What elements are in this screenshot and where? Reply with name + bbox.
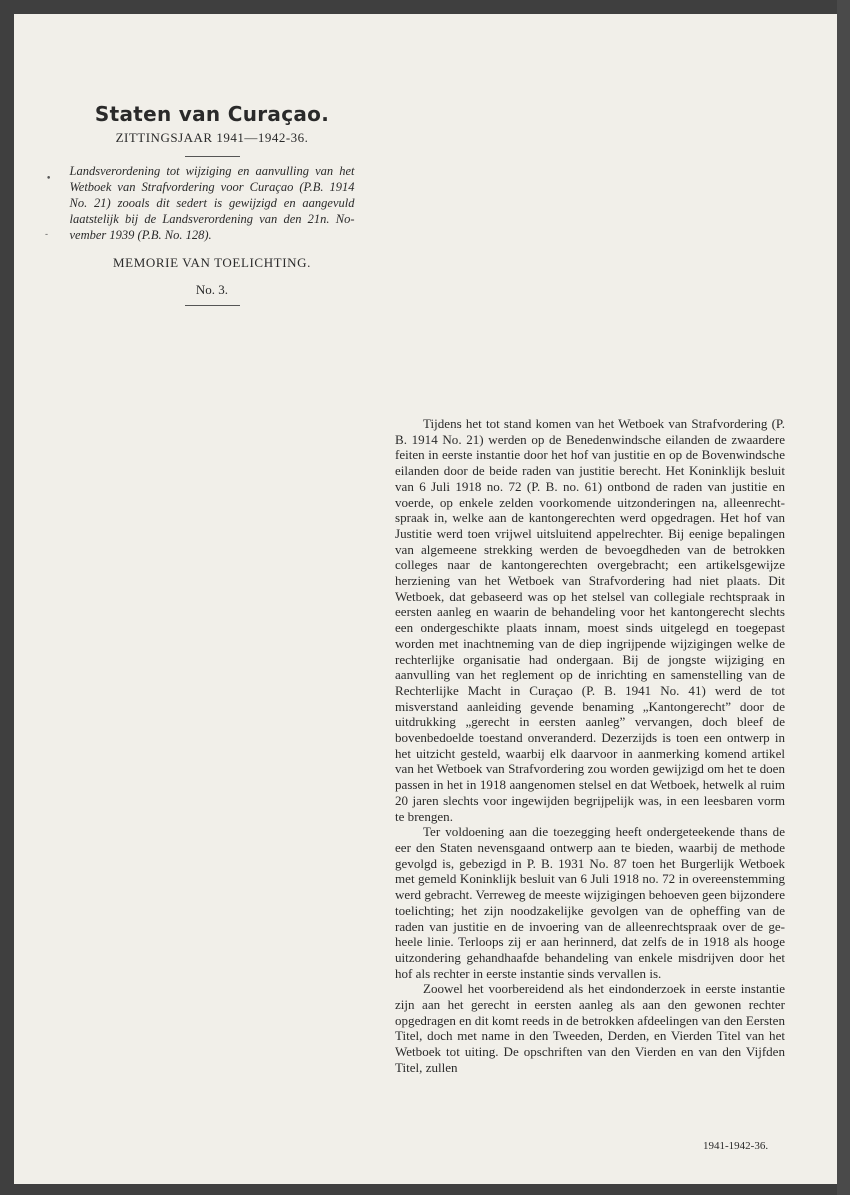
header-block xyxy=(62,102,362,306)
divider xyxy=(185,156,240,157)
ordinance-description: Landsverordening tot wijziging en aanvulling van het Wetboek van Strafvordering voor Curaçao (P.B. 1914 No. 21) zooals dit sedert is gewijzigd en aangevuld laatstelijk bij de Landsverordening van den 21n. November 1939 (P.B. No. 128). xyxy=(69,164,355,242)
paragraph: Ter voldoening aan die toezegging heeft ondergeteekende thans de eer den Staten nevensgaand ontwerp aan te bieden, waarbij de methode gevolgd is, gebezigd in P. B. 1931 No. 87 toen het Burgerlijk Wetboek met gemeld Koninklijk besluit van 6 Juli 1918 no. 72 in overeenstemming werd gebracht. Verreweg de meeste wijzigingen behoeven geen bijzondere toelichting; het zijn noodzakelijke gevolgen van de opheffing van de raden van justitie en de invoering van de alleenrechtspraak over de geheele linie. Terloops zij er aan herinnerd, dat zelfs de in 1918 als hooge uitzondering gehandhaafde behandeling van enkele misdrijven door het hof als rechter in eerste instantie sinds vervallen is. xyxy=(395,824,785,981)
scan-edge xyxy=(837,0,850,1195)
margin-mark: • xyxy=(46,174,52,184)
paragraph: Tijdens het tot stand komen van het Wetboek van Strafvordering (P. B. 1914 No. 21) werden op de Benedenwindsche eilanden de zwaardere feiten in eerste instantie door het hof van justitie en op de Bovenwindsche eilanden door de beide raden van justitie berecht. Het Koninklijk besluit van 6 Juli 1918 no. 72 (P. B. no. 61) ontbond de raden van justitie en voerde, op enkele zelden voorkomende uitzonderingen na, alleenrechtspraak in, welke aan de kantongerechten werd opgedragen. Het hof van Justitie werd toen vrijwel uitsluitend appelrechter. Bij eenige bepalingen van algemeene strekking werden de bevoegdheden van de betrokken colleges naar de kantongerechten overgebracht; een artikelsgewijze herziening van het Wetboek van Strafvordering had niet plaats. Dit Wetboek, dat gebaseerd was op het stelsel van collegiale rechtspraak in eersten aanleg en waarin de behandeling voor het kantongerecht slechts een ondergeschikte plaats innam, moest sinds uitgelegd en toegepast worden met inachtneming van de diep ingrijpende wijzigingen welke de rechterlijke organisatie had ondergaan. Bij de jongste wijziging en aanvulling van het reglement op de inrichting en samenstelling van de Rechterlijke Macht in Curaçao (P. B. 1941 No. 41) werd de tot misverstand aanleiding gevende benaming „Kantongerecht” door de uitdrukking „gerecht in eersten aanleg” vervangen, doch bleef de bovenbedoelde toestand onveranderd. Dezerzijds is toen een ontwerp in het uitzicht gesteld, waarbij elk daarvoor in aanmerking komend artikel van het Wetboek van Strafvordering zou worden gewijzigd om het te doen passen in het in 1918 aangenomen stelsel en dat Wetboek, hetwelk al ruim 20 jaren slechts voor ingewijden begrijpelijk was, in een leesbaren vorm te brengen. xyxy=(395,416,785,824)
memorie-heading: MEMORIE VAN TOELICHTING. xyxy=(113,255,311,270)
paragraph: Zoowel het voorbereidend als het eindonderzoek in eerste instantie zijn aan het gerecht in eersten aanleg als aan den gewonen rechter opgedragen en dit komt reeds in de betrokken afdeelingen van den Eersten Titel, doch met name in den Tweeden, Derden, en Vierden Titel van het Wetboek tot uiting. De opschriften van den Vierden en van den Vijfden Titel, zullen xyxy=(395,981,785,1075)
body-text xyxy=(395,416,785,1076)
session-year: ZITTINGSJAAR 1941—1942-36. xyxy=(115,130,309,145)
document-page xyxy=(14,14,837,1184)
page-title: Staten van Curaçao. xyxy=(94,102,330,126)
document-number: No. 3. xyxy=(195,282,229,297)
margin-mark: - xyxy=(45,230,49,240)
page-footer-code: 1941-1942-36. xyxy=(703,1140,769,1152)
divider xyxy=(185,305,240,306)
